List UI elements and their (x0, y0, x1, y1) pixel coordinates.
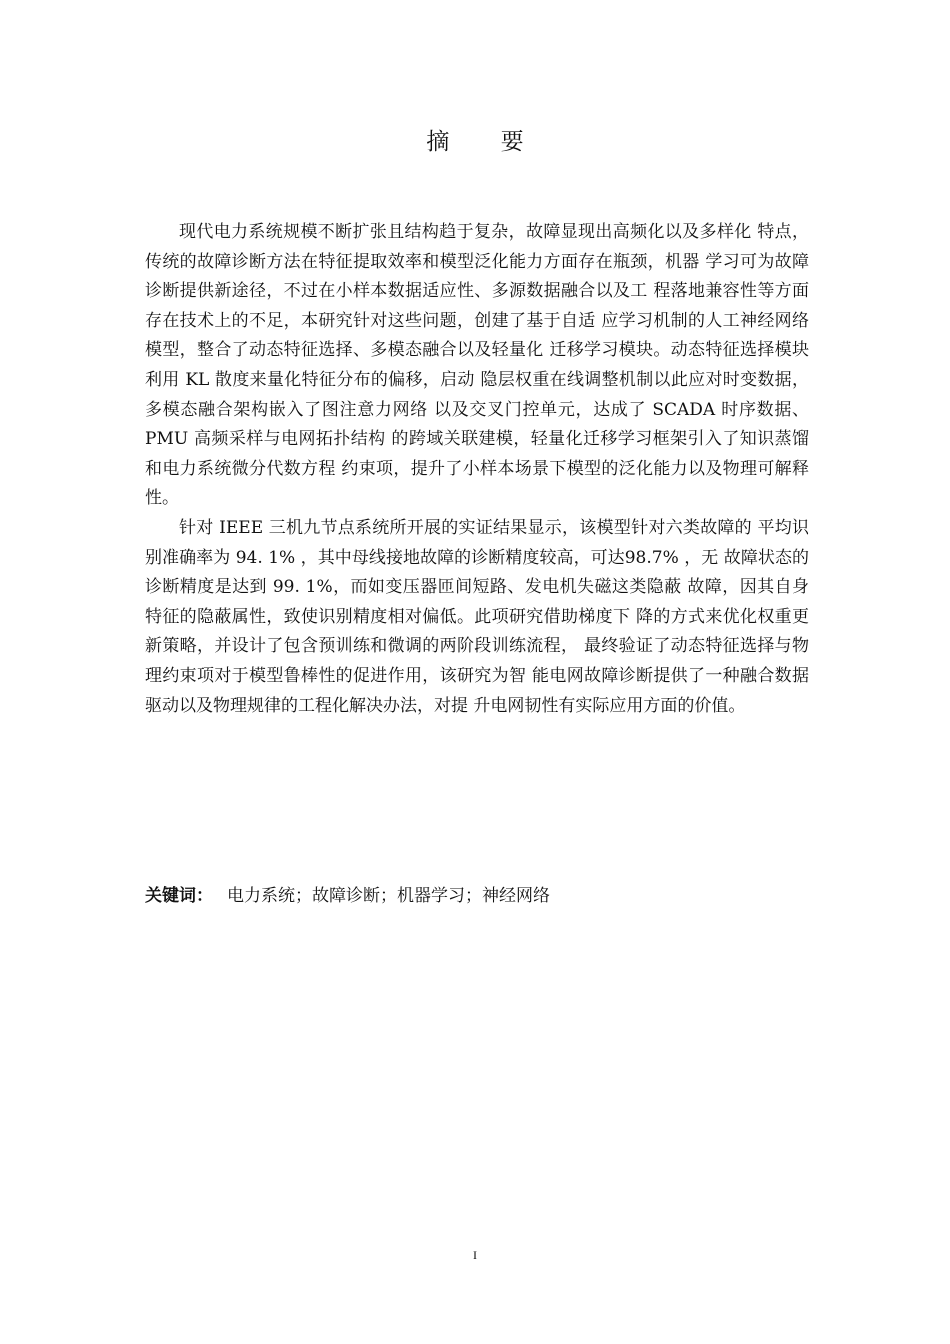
abstract-paragraph-1: 现代电力系统规模不断扩张且结构趋于复杂，故障显现出高频化以及多样化 特点，传统的故障诊断方法在特征提取效率和模型泛化能力方面存在瓶颈，机器 学习可为故障诊断提供新途径，不过在小样本数据适应性、多源数据融合以及工 程落地兼容性等方面存在技术上的不足，本研究针对这些问题，创建了基于自适 应学习机制的人工神经网络模型，整合了动态特征选择、多模态融合以及轻量化 迁移学习模块。动态特征选择模块利用 KL 散度来量化特征分布的偏移，启动 隐层权重在线调整机制以此应对时变数据，多模态融合架构嵌入了图注意力网络 以及交叉门控单元，达成了 SCADA 时序数据、PMU 高频采样与电网拓扑结构 的跨域关联建模，轻量化迁移学习框架引入了知识蒸馏和电力系统微分代数方程 约束项，提升了小样本场景下模型的泛化能力以及物理可解释性。 (145, 222, 809, 509)
page-number: I (473, 1248, 477, 1262)
abstract-body (145, 218, 809, 721)
keywords-label: 关键词： (145, 886, 213, 906)
keywords-value: 电力系统；故障诊断；机器学习；神经网络 (227, 886, 550, 906)
keywords-line (145, 882, 809, 911)
page-title: 摘 要 (426, 129, 546, 155)
abstract-paragraph-2: 针对 IEEE 三机九节点系统所开展的实证结果显示，该模型针对六类故障的 平均识别准确率为 94. 1% ，其中母线接地故障的诊断精度较高，可达98.7% ，无 故障状态的诊断精度是达到 99. 1%，而如变压器匝间短路、发电机失磁这类隐蔽 故障，因其自身特征的隐蔽属性，致使识别精度相对偏低。此项研究借助梯度下 降的方式来优化权重更新策略，并设计了包含预训练和微调的两阶段训练流程， 最终验证了动态特征选择与物理约束项对于模型鲁棒性的促进作用，该研究为智 能电网故障诊断提供了一种融合数据驱动以及物理规律的工程化解决办法，对提 升电网韧性有实际应用方面的价值。 (145, 517, 809, 716)
